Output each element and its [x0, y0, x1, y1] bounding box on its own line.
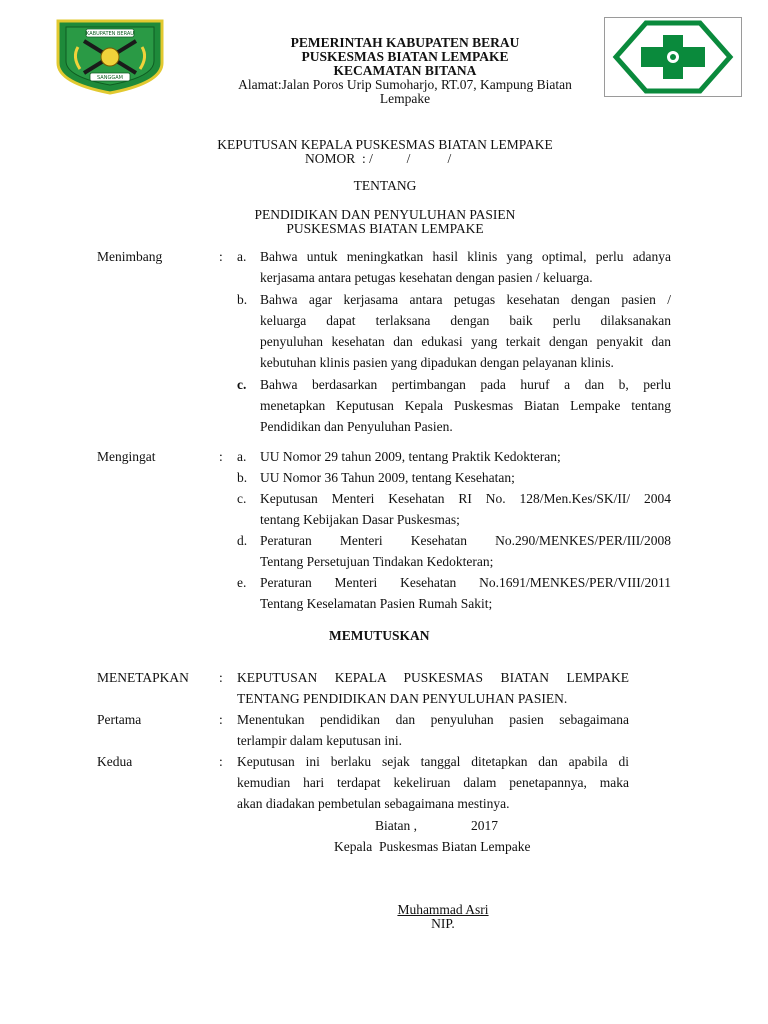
menetapkan-line1: KEPUTUSAN KEPALA PUSKESMAS BIATAN LEMPAKE — [237, 670, 629, 685]
memutuskan-heading: MEMUTUSKAN — [329, 628, 430, 643]
kedua-label: Kedua — [97, 754, 133, 769]
decree-subject-line2: PUSKESMAS BIATAN LEMPAKE — [286, 221, 484, 236]
decree-number: NOMOR : / / / — [305, 151, 452, 166]
mengingat-e-line2: Tentang Keselamatan Pasien Rumah Sakit; — [260, 596, 493, 611]
header-puskesmas-name: PUSKESMAS BIATAN LEMPAKE — [301, 49, 509, 64]
kedua-line1: Keputusan ini berlaku sejak tanggal ditetapkan dan apabila di — [237, 754, 629, 769]
kedua-line2: kemudian hari terdapat kekeliruan dalam penetapannya, maka — [237, 775, 629, 790]
decree-subject-line1: PENDIDIKAN DAN PENYULUHAN PASIEN — [254, 207, 516, 222]
mengingat-e-marker: e. — [237, 575, 247, 590]
mengingat-e-line1: Peraturan Menteri Kesehatan No.1691/MENKES/PER/VIII/2011 — [260, 575, 671, 590]
mengingat-b-marker: b. — [237, 470, 248, 485]
pertama-colon: : — [219, 712, 223, 727]
menimbang-c-marker: c. — [237, 377, 247, 392]
svg-text:SANGGAM: SANGGAM — [97, 75, 123, 81]
menetapkan-line2: TENTANG PENDIDIKAN DAN PENYULUHAN PASIEN. — [237, 691, 568, 706]
kedua-colon: : — [219, 754, 223, 769]
signature-position: Kepala Puskesmas Biatan Lempake — [334, 839, 531, 854]
menimbang-b-marker: b. — [237, 292, 248, 307]
header-government-name: PEMERINTAH KABUPATEN BERAU — [290, 35, 520, 50]
menimbang-c-line3: Pendidikan dan Penyuluhan Pasien. — [260, 419, 453, 434]
menimbang-a-line2: kerjasama antara petugas kesehatan dengan pasien / keluarga. — [260, 270, 593, 285]
mengingat-colon: : — [219, 449, 223, 464]
menimbang-c-line2: menetapkan Keputusan Kepala Puskesmas Biatan Lempake tentang — [260, 398, 671, 413]
pertama-label: Pertama — [97, 712, 142, 727]
decree-tentang: TENTANG — [353, 178, 417, 193]
menetapkan-label: MENETAPKAN — [97, 670, 189, 685]
signature-nip: NIP. — [431, 916, 455, 931]
mengingat-b-line1: UU Nomor 36 Tahun 2009, tentang Kesehatan; — [260, 470, 515, 485]
menimbang-a-marker: a. — [237, 249, 247, 264]
mengingat-label: Mengingat — [97, 449, 156, 464]
menimbang-b-line3: penyuluhan kesehatan dan edukasi yang terkait dengan penyakit dan — [260, 334, 671, 349]
mengingat-d-line1: Peraturan Menteri Kesehatan No.290/MENKES/PER/III/2008 — [260, 533, 671, 548]
svg-text:KABUPATEN BERAU: KABUPATEN BERAU — [86, 31, 134, 37]
kedua-line3: akan diadakan pembetulan sebagaimana mestinya. — [237, 796, 510, 811]
mengingat-c-line1: Keputusan Menteri Kesehatan RI No. 128/Men.Kes/SK/II/ 2004 — [260, 491, 671, 506]
menimbang-a-line1: Bahwa untuk meningkatkan hasil klinis yang optimal, perlu adanya — [260, 249, 671, 264]
header-address-line1: Alamat:Jalan Poros Urip Sumoharjo, RT.07, Kampung Biatan — [238, 77, 572, 92]
header-address-line2: Lempake — [379, 91, 431, 106]
mengingat-d-marker: d. — [237, 533, 248, 548]
menimbang-c-line1: Bahwa berdasarkan pertimbangan pada huruf a dan b, perlu — [260, 377, 671, 392]
mengingat-a-line1: UU Nomor 29 tahun 2009, tentang Praktik Kedokteran; — [260, 449, 561, 464]
pertama-line2: terlampir dalam keputusan ini. — [237, 733, 402, 748]
menetapkan-colon: : — [219, 670, 223, 685]
berau-emblem-logo — [54, 17, 166, 95]
decree-title: KEPUTUSAN KEPALA PUSKESMAS BIATAN LEMPAKE — [217, 137, 553, 152]
menimbang-b-line1: Bahwa agar kerjasama antara petugas kesehatan dengan pasien / — [260, 292, 671, 307]
mengingat-c-line2: tentang Kebijakan Dasar Puskesmas; — [260, 512, 460, 527]
menimbang-colon: : — [219, 249, 223, 264]
mengingat-d-line2: Tentang Persetujuan Tindakan Kedokteran; — [260, 554, 494, 569]
header-district-name: KECAMATAN BITANA — [333, 63, 477, 78]
signature-place-date: Biatan , 2017 — [375, 818, 498, 833]
signature-name: Muhammad Asri — [397, 902, 489, 917]
mengingat-c-marker: c. — [237, 491, 247, 506]
menimbang-label: Menimbang — [97, 249, 163, 264]
pertama-line1: Menentukan pendidikan dan penyuluhan pasien sebagaimana — [237, 712, 629, 727]
puskesmas-logo — [604, 17, 742, 97]
mengingat-a-marker: a. — [237, 449, 247, 464]
menimbang-b-line4: kebutuhan klinis pasien yang dipadukan dengan pelayanan klinis. — [260, 355, 614, 370]
menimbang-b-line2: keluarga dapat terlaksana dengan baik perlu dilaksanakan — [260, 313, 671, 328]
